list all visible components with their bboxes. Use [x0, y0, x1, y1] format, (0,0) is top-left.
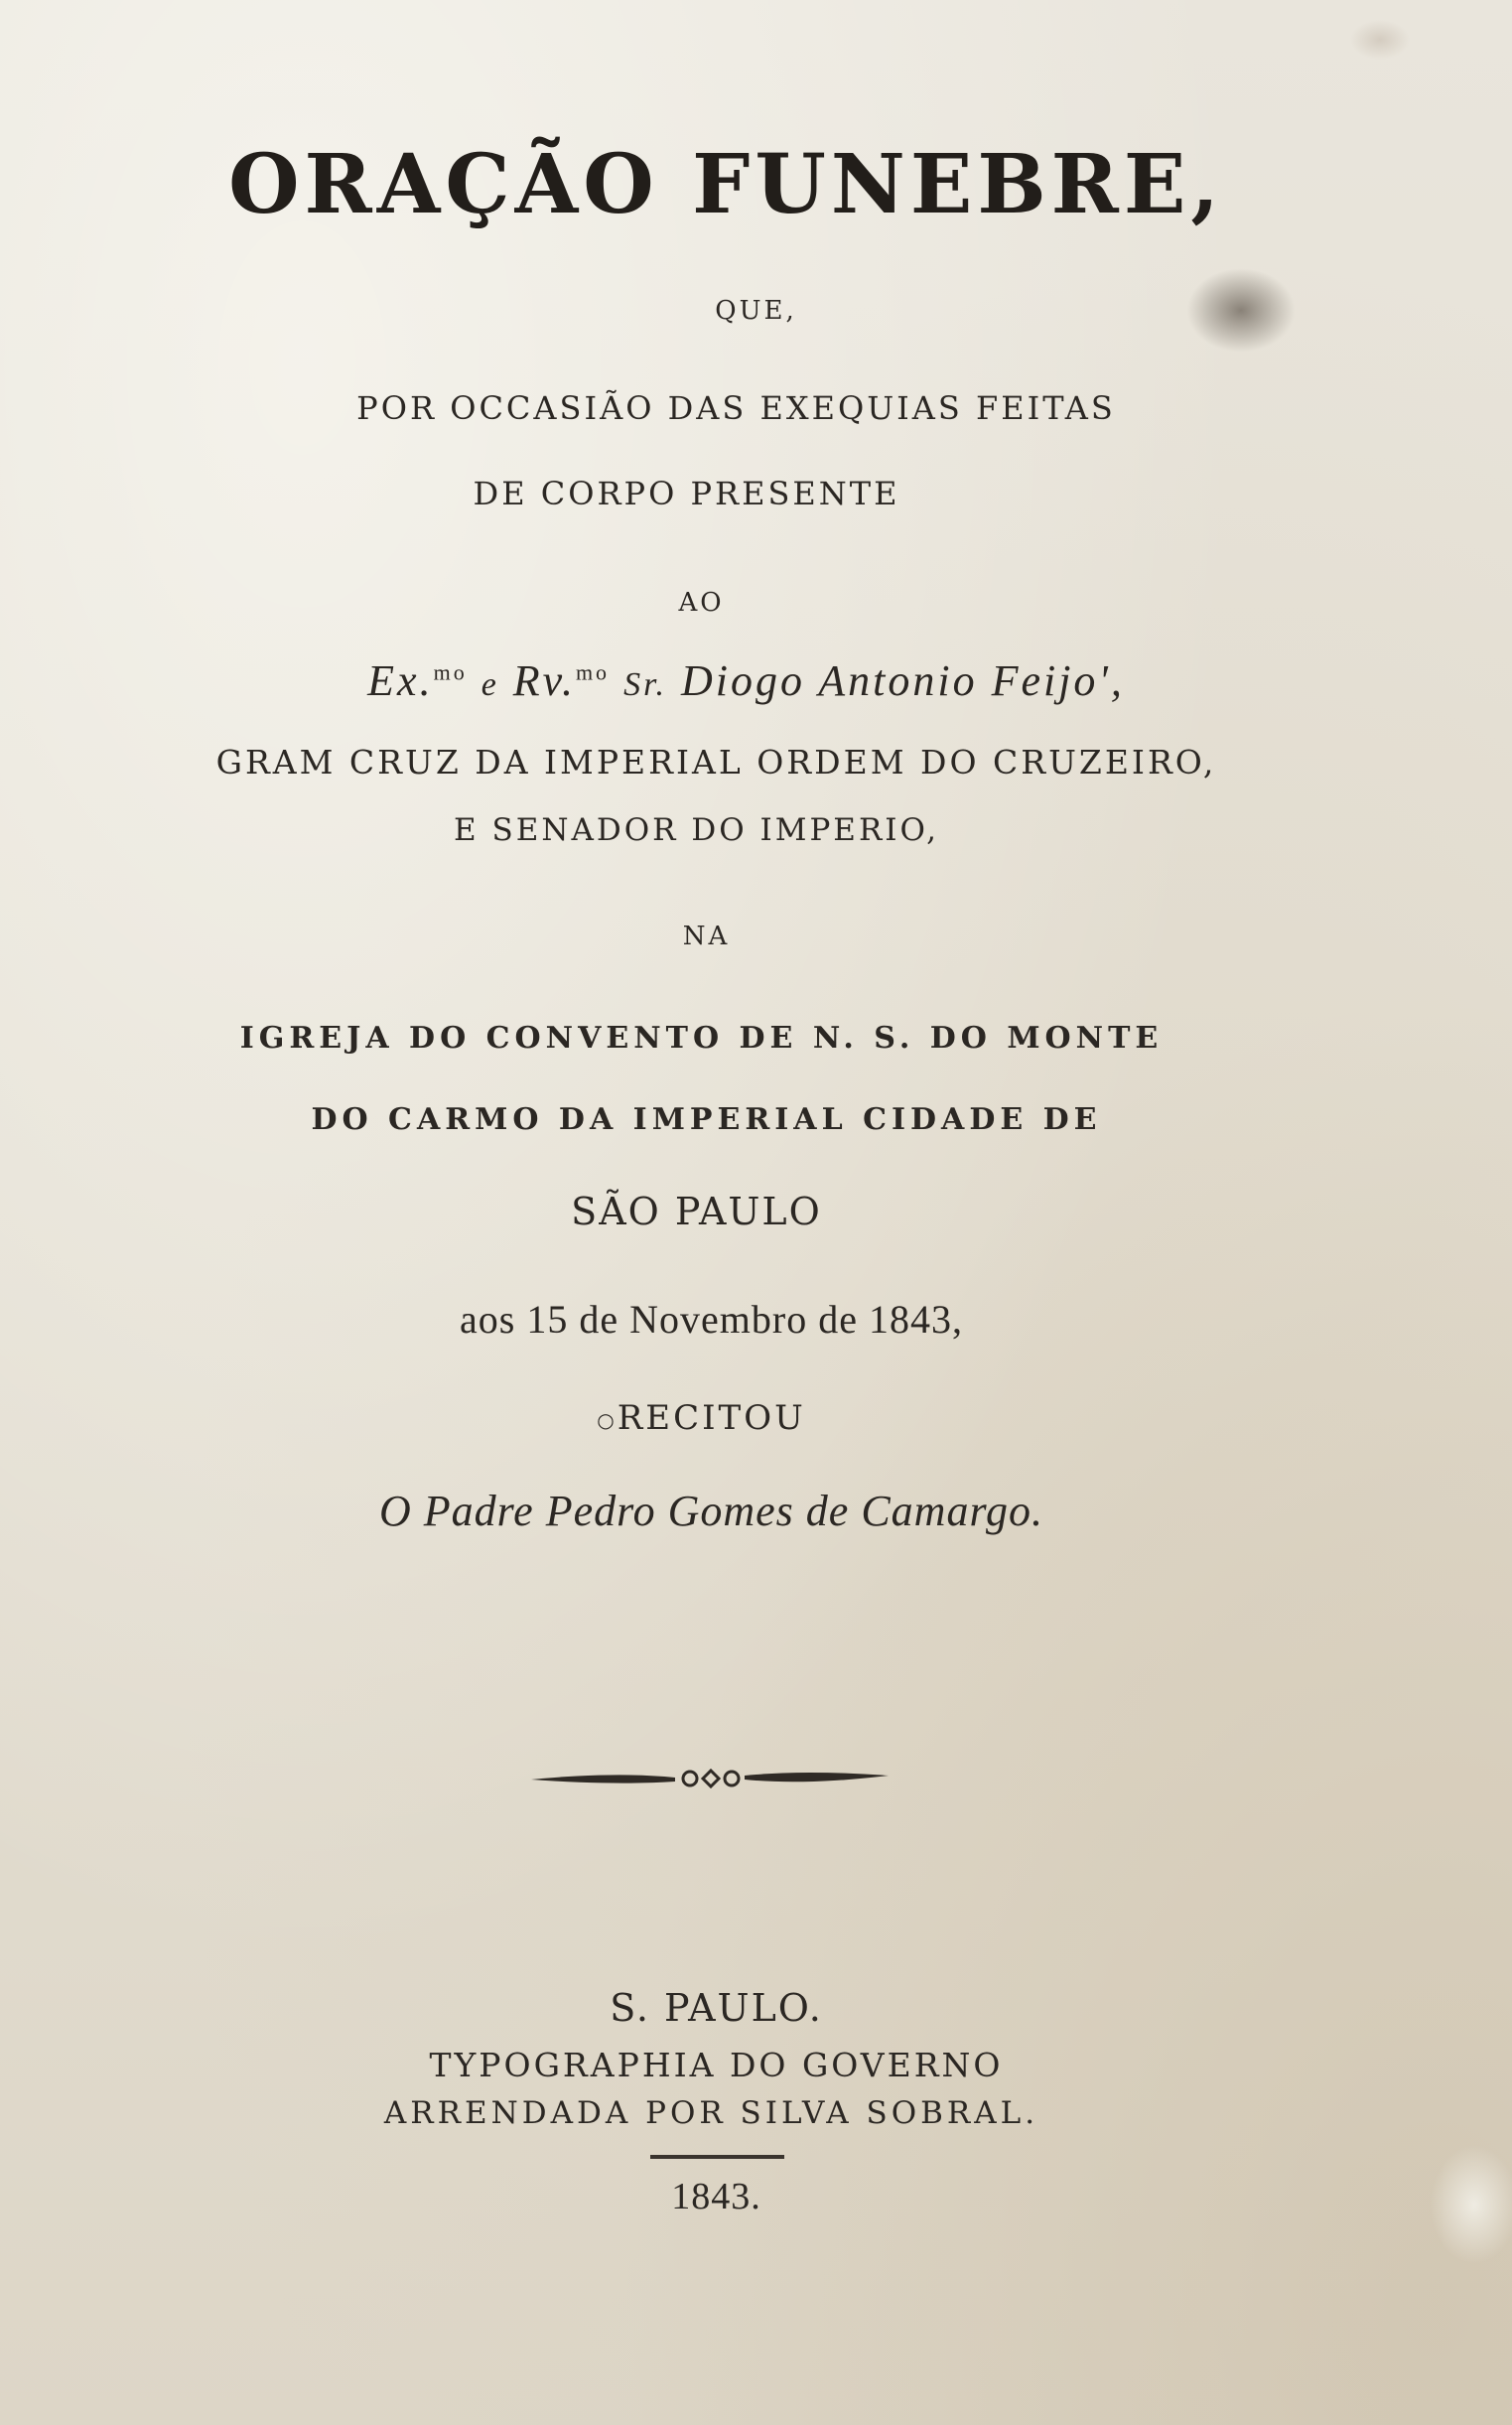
- line-carmo: DO CARMO DA IMPERIAL CIDADE DE: [311, 1102, 1102, 1137]
- author-name: O Padre Pedro Gomes de Camargo.: [379, 1487, 1043, 1535]
- imprint-year: 1843.: [671, 2176, 761, 2217]
- imprint-rule: [650, 2155, 784, 2159]
- honoree-line: [0, 655, 1502, 706]
- line-na: NA: [682, 922, 731, 951]
- ornament-divider-icon: [526, 1758, 893, 1797]
- honoree-name: Diogo Antonio Feijo',: [681, 656, 1125, 705]
- document-title: ORAÇÃO FUNEBRE,: [228, 137, 1224, 232]
- imprint-printer: TYPOGRAPHIA DO GOVERNO: [429, 2046, 1004, 2084]
- honor-ex-sup: mo: [433, 659, 468, 685]
- line-recitou: [0, 1398, 1457, 1438]
- sermon-date: aos 15 de Novembro de 1843,: [460, 1297, 963, 1342]
- honor-e: e: [481, 666, 499, 703]
- foxing-spot: [1350, 20, 1410, 60]
- honor-ex: Ex.: [367, 656, 434, 705]
- line-corpo-presente: DE CORPO PRESENTE: [473, 475, 900, 512]
- line-igreja: IGREJA DO CONVENTO DE N. S. DO MONTE: [239, 1021, 1164, 1056]
- honor-rv-sup: mo: [575, 659, 611, 685]
- honor-rv: Rv.: [512, 656, 576, 705]
- line-senador: E SENADOR DO IMPERIO,: [454, 812, 939, 848]
- city-name: SÃO PAULO: [571, 1190, 822, 1233]
- line-ao: AO: [678, 588, 725, 618]
- line-que: QUE,: [715, 296, 797, 326]
- imprint-leased: ARRENDADA POR SILVA SOBRAL.: [383, 2095, 1039, 2131]
- recitou-text: RECITOU: [617, 1398, 806, 1438]
- imprint-place: S. PAULO.: [610, 1986, 823, 2030]
- line-gram-cruz: GRAM CRUZ DA IMPERIAL ORDEM DO CRUZEIRO,: [215, 743, 1217, 782]
- line-exequias: POR OCCASIÃO DAS EXEQUIAS FEITAS: [356, 389, 1116, 427]
- bullet-icon: ○: [597, 1408, 618, 1432]
- honor-sr: Sr.: [623, 666, 668, 703]
